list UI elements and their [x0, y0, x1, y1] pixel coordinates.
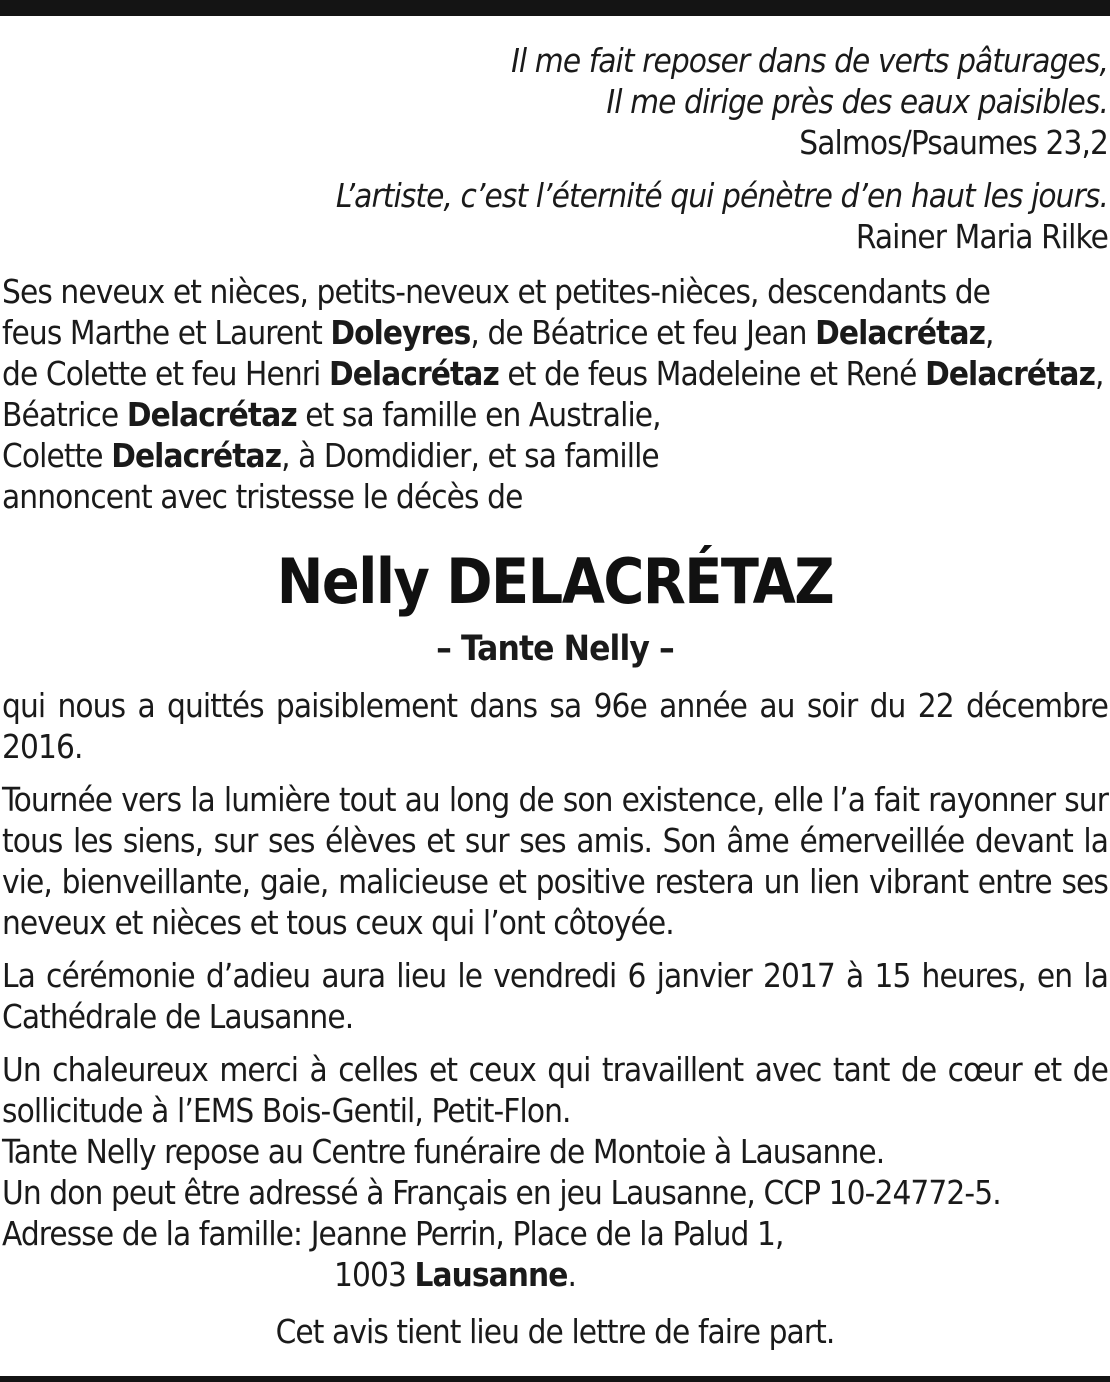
deceased-name: Nelly DELACRÉTAZ [276, 545, 834, 618]
practical-info [2, 1049, 1108, 1295]
family-surname: Doleyres [330, 313, 471, 352]
announcement-text: et sa famille en Australie, [296, 395, 661, 434]
city: Lausanne [414, 1255, 568, 1294]
postcode: 1003 [334, 1255, 415, 1294]
epigraph-quote-line: L’artiste, c’est l’éternité qui pénètre d’en haut les jours. [335, 176, 1108, 215]
announcement-text: , [984, 313, 994, 352]
epigraph-psalm [2, 40, 1108, 163]
family-surname: Delacrétaz [111, 436, 282, 475]
announcement-line [2, 312, 1108, 353]
family-address: Adresse de la famille: Jeanne Perrin, Place de la Palud 1, [2, 1214, 784, 1253]
tribute-paragraph: Tournée vers la lumière tout au long de son existence, elle l’a fait rayonner sur tous les siens, sur ses élèves et sur ses amis. Son âme émerveillée devant la vie, bienveillante, gaie, malicieuse et positive restera un lien vibrant entre ses neveux et nièces et tous ceux qui l’ont côtoyée. [2, 780, 1108, 942]
announcement-line [2, 394, 1108, 435]
announcement-text: feus Marthe et Laurent [2, 313, 331, 352]
announcement-text: annoncent avec tristesse le décès de [2, 477, 523, 516]
deceased-nickname: – Tante Nelly – [436, 629, 674, 669]
family-address-city [2, 1254, 1108, 1295]
notice-content [2, 40, 1108, 1352]
announcement-text: Colette [2, 436, 112, 475]
ceremony-paragraph: La cérémonie d’adieu aura lieu le vendredi 6 janvier 2017 à 15 heures, en la Cathédrale de Lausanne. [2, 956, 1108, 1036]
announcement-text: Béatrice [2, 395, 127, 434]
thanks-text: Un chaleureux merci à celles et ceux qui travaillent avec tant de cœur et de sollicitude à l’EMS Bois-Gentil, Petit-Flon. [2, 1050, 1108, 1130]
announcement-text: et de feus Madeleine et René [498, 354, 926, 393]
announcement-line [2, 435, 1108, 476]
family-surname: Delacrétaz [815, 313, 985, 352]
epigraph-quote-line: Il me fait reposer dans de verts pâturages, [511, 41, 1108, 80]
announcement-text: de Colette et feu Henri [2, 354, 329, 393]
top-rule [0, 0, 1110, 16]
family-surname: Delacrétaz [925, 354, 1095, 393]
announcement-line [2, 476, 1108, 517]
epigraph-source: Salmos/Psaumes 23,2 [799, 123, 1108, 162]
closing-note: Cet avis tient lieu de lettre de faire part. [275, 1312, 835, 1351]
passing-paragraph: qui nous a quittés paisiblement dans sa 96e année au soir du 22 décembre 2016. [2, 686, 1108, 766]
donation-info: Un don peut être adressé à Français en jeu Lausanne, CCP 10-24772-5. [2, 1173, 1001, 1212]
family-announcement [2, 271, 1108, 517]
epigraph-rilke [2, 175, 1108, 257]
family-surname: Delacrétaz [328, 354, 499, 393]
epigraph-quote-line: Il me dirige près des eaux paisibles. [606, 82, 1108, 121]
announcement-text: , de Béatrice et feu Jean [470, 313, 816, 352]
announcement-text: , à Domdidier, et sa famille [281, 436, 659, 475]
city-suffix: . [567, 1255, 577, 1294]
bottom-rule [0, 1376, 1110, 1382]
announcement-line [2, 271, 1108, 312]
family-surname: Delacrétaz [126, 395, 297, 434]
announcement-text: , [1094, 354, 1104, 393]
rest-location: Tante Nelly repose au Centre funéraire de Montoie à Lausanne. [2, 1132, 885, 1171]
announcement-line [2, 353, 1108, 394]
announcement-text: Ses neveux et nièces, petits-neveux et petites-nièces, descendants de [2, 272, 991, 311]
epigraph-source: Rainer Maria Rilke [855, 217, 1108, 256]
